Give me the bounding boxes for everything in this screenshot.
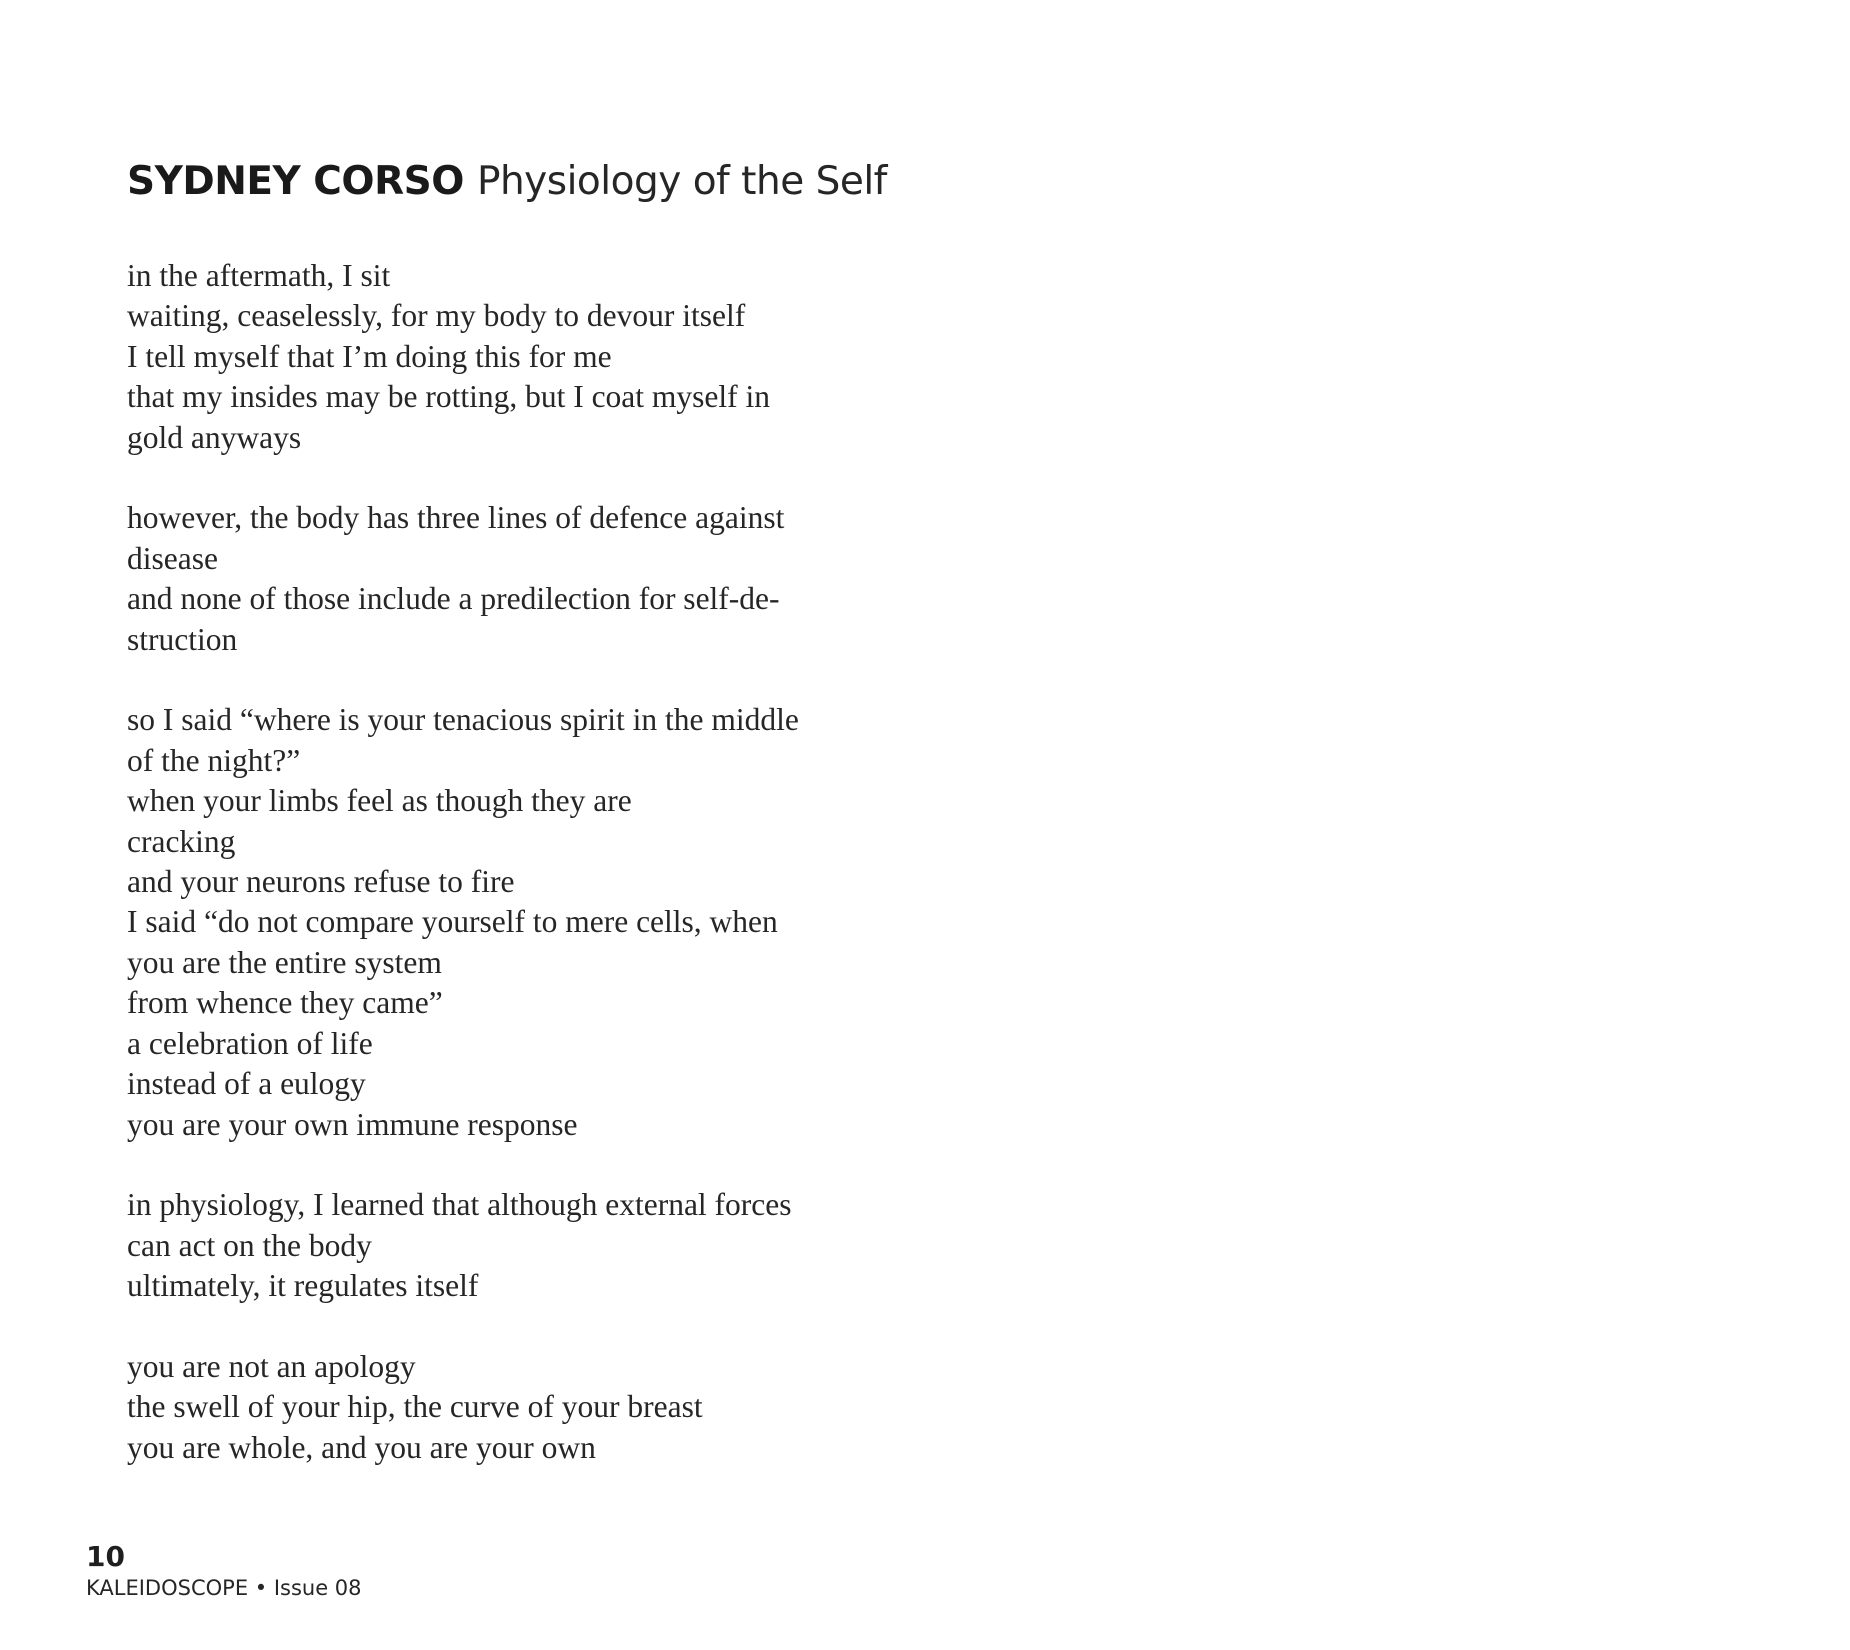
poem-line: of the night?” (127, 742, 301, 778)
poem-line: however, the body has three lines of defence against (127, 500, 785, 536)
poem-stanza (127, 1185, 887, 1306)
poem-line: when your limbs feel as though they are (127, 783, 632, 819)
poem-line: and your neurons refuse to fire (127, 864, 515, 900)
poem-line: you are whole, and you are your own (127, 1429, 596, 1465)
poem-line: instead of a eulogy (127, 1066, 366, 1102)
poem-line: in physiology, I learned that although external forces (127, 1187, 792, 1223)
poem-line: you are your own immune response (127, 1106, 578, 1142)
poem-line: that my insides may be rotting, but I coat myself in (127, 379, 771, 415)
poem-title: Physiology of the Self (476, 159, 887, 204)
poem-heading (127, 152, 887, 212)
poem-body (127, 256, 887, 1468)
poem-line: waiting, ceaselessly, for my body to devour itself (127, 298, 746, 334)
poem-line: cracking (127, 823, 236, 859)
poem-line: you are the entire system (127, 944, 442, 980)
poem-line: from whence they came” (127, 985, 443, 1021)
poem-line: the swell of your hip, the curve of your breast (127, 1389, 703, 1425)
publication-info: KALEIDOSCOPE • Issue 08 (86, 1576, 362, 1600)
poem-line: so I said “where is your tenacious spirit in the middle (127, 702, 799, 738)
poem-line: ultimately, it regulates itself (127, 1268, 479, 1304)
poem-line: I said “do not compare yourself to mere cells, when (127, 904, 778, 940)
poem-stanza (127, 1347, 887, 1468)
poem-line: in the aftermath, I sit (127, 258, 391, 293)
poem-line: I tell myself that I’m doing this for me (127, 338, 612, 374)
poem-line: disease (127, 540, 218, 576)
poem-line: a celebration of life (127, 1025, 373, 1061)
poem-stanza (127, 256, 887, 458)
poem-line: gold anyways (127, 419, 302, 455)
page-number: 10 (86, 1540, 125, 1573)
poem-stanza (127, 700, 887, 1144)
poem-line: and none of those include a predilection for self-de- (127, 581, 780, 617)
poem-line: struction (127, 621, 238, 657)
page-footer (86, 1540, 362, 1602)
poem-line: you are not an apology (127, 1348, 416, 1384)
poem-line: can act on the body (127, 1227, 372, 1263)
poem-stanza (127, 498, 887, 660)
author-name: SYDNEY CORSO (127, 159, 464, 204)
